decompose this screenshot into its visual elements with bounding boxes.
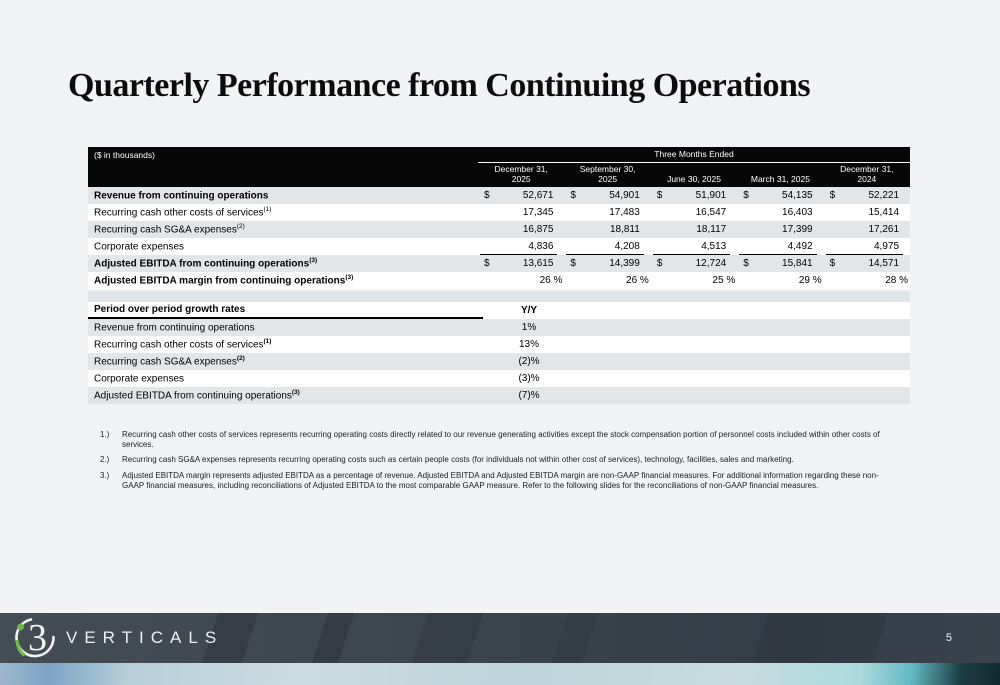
footnote [100,471,890,491]
growth-row [88,370,910,387]
row-label: Adjusted EBITDA margin from continuing operations [94,275,346,287]
header-spacer [88,162,478,187]
footnote-text: Recurring cash other costs of services represents recurring operating costs directly related to our revenue generating activities except the stock compensation portion of personnel costs included within other costs of services. [122,430,880,450]
logo-wordmark: VERTICALS [66,628,224,647]
cell-value: 26 % [626,275,649,286]
cell-value: 16,547 [695,207,727,218]
table-row [88,187,910,204]
table-row: Recurring cash SG&A expenses$^{(2)}$ 16,875 18,811 18,117 17,399 17,261 [88,221,910,238]
cell-value: 16,403 [782,207,813,218]
units-label: ($ in thousands) [94,149,155,160]
row-label: Adjusted EBITDA from continuing operations [94,390,292,402]
footer-background-shape [750,613,889,663]
table-row: Adjusted EBITDA from continuing operations$^{(3)}$ $ 13,615 $ 14,399 $ 12,724 $ 15,841 $ 14,571 [88,255,910,272]
cell-value: 28 % [885,275,909,286]
cell-value: 17,345 [522,207,554,218]
column-header: June 30, 2025 [667,173,721,184]
svg-text:3: 3 [28,617,47,659]
cell-value: 54,135 [782,190,813,201]
footnote-number: 1.) [100,430,110,439]
footer-background-shape [310,613,355,663]
footer-background-shape [410,613,484,663]
cell-value: 18,117 [696,224,727,235]
footnote-number: 3.) [100,470,110,480]
table-row: Recurring cash other costs of services$^{(1)}$ 17,345 17,483 16,547 16,403 15,414 [94,206,900,219]
cell-value: 26 % [539,275,563,286]
column-header: December 31, 2024 [840,163,894,184]
growth-value: (2)% [518,356,540,367]
cell-value: 54,901 [609,190,640,201]
footnotes [100,430,890,496]
cell-value: 14,399 [609,258,640,269]
row-label: Corporate expenses [94,241,185,253]
cell-value: 4,208 [614,241,640,252]
column-header: September 30, 2025 [579,163,636,184]
growth-value: 1% [521,322,537,333]
cell-value: 4,836 [528,241,554,252]
row-label: Revenue from continuing operations [94,190,269,202]
dollar-sign: $ [656,258,663,269]
cell-value: 4,492 [787,241,813,252]
growth-header-row [88,302,910,319]
dollar-sign: $ [484,190,490,201]
row-label: Adjusted EBITDA from continuing operations [94,258,310,270]
dollar-sign: $ [570,258,576,269]
growth-table [88,291,910,404]
growth-value: 13% [518,339,539,350]
growth-row [88,319,910,336]
growth-header-col: Y/Y [520,305,538,316]
growth-value: (7)% [518,390,540,401]
page-title: Quarterly Performance from Continuing Operations [68,66,811,104]
footnote-text: Recurring cash SG&A expenses represents recurring operating costs such as certain people costs (for individuals not within other cost of services), technology, facilities, sales and marketing. [122,455,794,465]
row-label: Revenue from continuing operations [94,322,255,334]
footnote [100,430,890,450]
table-header [88,147,910,187]
dollar-sign: $ [743,258,749,269]
table-spacer-row [88,291,910,302]
dollar-sign: $ [743,190,749,201]
column-header: December 31, 2025 [494,163,548,184]
row-label: Recurring cash SG&A expenses [94,356,237,368]
cell-value: 52,221 [868,190,900,201]
cell-value: 16,875 [522,224,554,235]
cell-value: 12,724 [695,258,727,269]
financial-table [88,147,910,289]
footnote-number: 2.) [100,455,110,465]
footnote [100,455,890,465]
cell-value: 18,811 [609,224,640,235]
growth-row: Recurring cash other costs of services$^{(1)}$ 13% [88,336,910,353]
cell-value: 13,615 [522,258,554,269]
row-label: Recurring cash SG&A expenses [94,224,237,236]
cell-value: 17,399 [782,224,813,235]
row-label: Recurring cash other costs of services [94,339,264,351]
cell-value: 25 % [712,275,736,286]
dollar-sign: $ [829,190,836,201]
i3-logo-icon [12,614,58,662]
dollar-sign: $ [829,258,836,269]
table-row [88,238,910,255]
dollar-sign: $ [570,190,576,201]
growth-row: Adjusted EBITDA from continuing operations$^{(3)}$ (7)% [88,387,910,404]
column-header: March 31, 2025 [750,173,810,184]
footnote-text: Adjusted EBITDA margin represents adjusted EBITDA as a percentage of revenue. Adjusted EBITDA and Adjusted EBITDA margin are non-GAAP financial measures. For additional information regarding these non-GAAP financial measures, including reconciliations of Adjusted EBITDA to the most comparable GAAP measure. Refer to the following slides for the reconciliations of non-GAAP financial measures. [122,470,879,490]
footer [0,613,1000,663]
table-row: Adjusted EBITDA margin from continuing operations$^{(3)}$ 26 % 26 % 25 % 29 % 28 % [94,274,909,287]
cell-value: 15,414 [868,207,900,218]
dollar-sign: $ [484,258,490,269]
cell-value: 15,841 [782,258,813,269]
footer-photo-strip [0,663,1000,685]
span-header: Three Months Ended [478,147,910,163]
cell-value: 4,513 [701,241,727,252]
cell-value: 17,483 [609,207,640,218]
footer-background-shape [550,613,599,663]
row-label: Corporate expenses [94,373,185,385]
page-number: 5 [945,632,952,644]
cell-value: 29 % [798,275,822,286]
cell-value: 51,901 [695,190,727,201]
growth-value: (3)% [518,373,540,384]
growth-row: Recurring cash SG&A expenses$^{(2)}$ (2)% [88,353,910,370]
company-logo [12,614,223,662]
cell-value: 17,261 [868,224,900,235]
growth-header-label: Period over period growth rates [88,302,483,319]
cell-value: 4,975 [874,241,900,252]
row-label: Recurring cash other costs of services [94,207,264,219]
cell-value: 14,571 [868,258,900,269]
cell-value: 52,671 [522,190,554,201]
dollar-sign: $ [656,190,663,201]
